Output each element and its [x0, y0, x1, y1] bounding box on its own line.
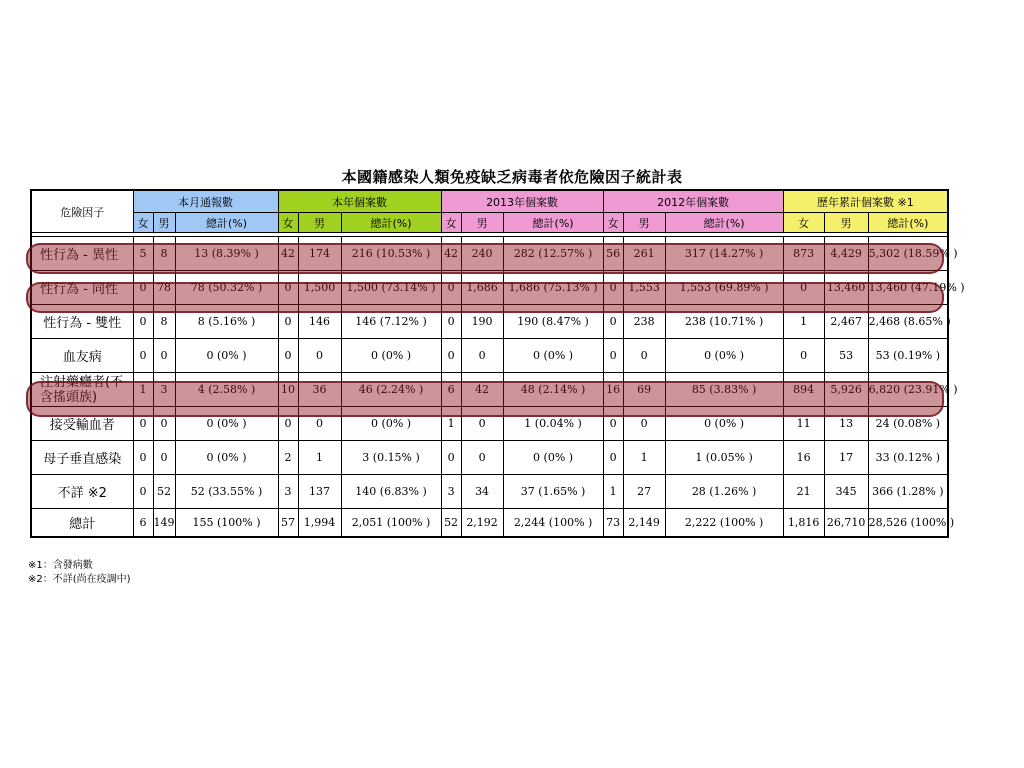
table-cell: 78 [153, 271, 175, 305]
table-cell: 1 [441, 407, 461, 441]
table-cell: 48 (2.14% ) [503, 373, 603, 407]
table-cell: 155 (100% ) [175, 509, 278, 538]
table-cell: 6,820 (23.91% ) [868, 373, 948, 407]
header-row-groups [31, 190, 948, 213]
table-cell: 0 [298, 339, 341, 373]
table-cell: 0 [278, 271, 298, 305]
table-cell: 34 [461, 475, 503, 509]
table-cell: 0 [133, 475, 153, 509]
table-cell: 2,149 [623, 509, 665, 538]
table-cell: 317 (14.27% ) [665, 237, 783, 271]
table-cell: 2,051 (100% ) [341, 509, 441, 538]
table-cell: 1 [298, 441, 341, 475]
table-cell: 52 [153, 475, 175, 509]
table-cell: 10 [278, 373, 298, 407]
header-female: 女 [783, 213, 824, 233]
table-cell: 0 (0% ) [503, 441, 603, 475]
table-cell: 0 (0% ) [175, 339, 278, 373]
header-female: 女 [278, 213, 298, 233]
table-cell: 0 [441, 305, 461, 339]
header-row-sub [31, 213, 948, 233]
header-group-cumulative: 歷年累計個案數 ※1 [783, 190, 948, 213]
table-cell: 345 [824, 475, 868, 509]
table-cell: 46 (2.24% ) [341, 373, 441, 407]
table-cell: 1,994 [298, 509, 341, 538]
row-label: 性行為 - 雙性 [31, 305, 133, 339]
table-cell: 873 [783, 237, 824, 271]
table-cell: 53 [824, 339, 868, 373]
table-cell: 0 [153, 339, 175, 373]
table-cell: 174 [298, 237, 341, 271]
table-cell: 0 [133, 271, 153, 305]
table-cell: 1 (0.04% ) [503, 407, 603, 441]
table-cell: 56 [603, 237, 623, 271]
table-cell: 8 (5.16% ) [175, 305, 278, 339]
table-row-bisexual [31, 305, 948, 339]
footnote-1: ※1：含發病數 [28, 560, 93, 571]
table-cell: 0 [441, 271, 461, 305]
table-cell: 16 [603, 373, 623, 407]
table-cell: 37 (1.65% ) [503, 475, 603, 509]
table-cell: 190 [461, 305, 503, 339]
table-cell: 261 [623, 237, 665, 271]
table-cell: 42 [278, 237, 298, 271]
table-cell: 3 [278, 475, 298, 509]
table-row-total [31, 509, 948, 538]
table-cell: 0 [623, 407, 665, 441]
table-cell: 0 [461, 407, 503, 441]
table-cell: 6 [441, 373, 461, 407]
table-cell: 0 (0% ) [503, 339, 603, 373]
table-cell: 0 [603, 271, 623, 305]
table-cell: 2,468 (8.65% ) [868, 305, 948, 339]
table-cell: 42 [461, 373, 503, 407]
table-cell: 1 [603, 475, 623, 509]
table-cell: 3 (0.15% ) [341, 441, 441, 475]
table-cell: 13 [824, 407, 868, 441]
table-cell: 13,460 (47.19% ) [868, 271, 948, 305]
table-cell: 0 [278, 305, 298, 339]
table-cell: 2,192 [461, 509, 503, 538]
table-cell: 2 [278, 441, 298, 475]
table-cell: 0 [133, 441, 153, 475]
table-cell: 0 [603, 407, 623, 441]
table-cell: 366 (1.28% ) [868, 475, 948, 509]
table-cell: 2,467 [824, 305, 868, 339]
table-cell: 0 [298, 407, 341, 441]
table-cell: 0 [133, 339, 153, 373]
table-cell: 149 [153, 509, 175, 538]
table-cell: 13 (8.39% ) [175, 237, 278, 271]
table-cell: 1,500 [298, 271, 341, 305]
table-cell: 0 [783, 339, 824, 373]
table-cell: 282 (12.57% ) [503, 237, 603, 271]
header-female: 女 [441, 213, 461, 233]
table-cell: 0 [783, 271, 824, 305]
header-female: 女 [603, 213, 623, 233]
table-cell: 146 (7.12% ) [341, 305, 441, 339]
table-cell: 2,222 (100% ) [665, 509, 783, 538]
table-cell: 1,553 (69.89% ) [665, 271, 783, 305]
table-cell: 0 (0% ) [175, 441, 278, 475]
table-cell: 1,686 (75.13% ) [503, 271, 603, 305]
table-cell: 894 [783, 373, 824, 407]
table-cell: 0 [623, 339, 665, 373]
table-cell: 1 [783, 305, 824, 339]
table-cell: 33 (0.12% ) [868, 441, 948, 475]
table-cell: 0 (0% ) [341, 339, 441, 373]
table-cell: 52 (33.55% ) [175, 475, 278, 509]
footnotes [28, 559, 131, 587]
table-cell: 16 [783, 441, 824, 475]
table-cell: 3 [441, 475, 461, 509]
table-cell: 4 (2.58% ) [175, 373, 278, 407]
table-row-transfusion [31, 407, 948, 441]
table-cell: 85 (3.83% ) [665, 373, 783, 407]
header-group-2013: 2013年個案數 [441, 190, 603, 213]
table-cell: 17 [824, 441, 868, 475]
table-cell: 137 [298, 475, 341, 509]
table-cell: 146 [298, 305, 341, 339]
statistics-table [30, 189, 965, 538]
page-title: 本國籍感染人類免疫缺乏病毒者依危險因子統計表 [341, 168, 683, 186]
table-cell: 1 [133, 373, 153, 407]
row-label: 注射藥癮者(不含搖頭族) [31, 373, 133, 407]
table-cell: 5,926 [824, 373, 868, 407]
table-cell: 24 (0.08% ) [868, 407, 948, 441]
table-cell: 0 [278, 339, 298, 373]
header-total: 總計(%) [175, 213, 278, 233]
table-cell: 0 (0% ) [665, 339, 783, 373]
table-cell: 3 [153, 373, 175, 407]
table-cell: 13,460 [824, 271, 868, 305]
table-cell: 78 (50.32% ) [175, 271, 278, 305]
table-cell: 21 [783, 475, 824, 509]
table-row-hemophilia [31, 339, 948, 373]
table-cell: 11 [783, 407, 824, 441]
row-label: 性行為 - 異性 [31, 237, 133, 271]
row-label: 不詳 ※2 [31, 475, 133, 509]
table-cell: 0 [461, 441, 503, 475]
table-cell: 0 [278, 407, 298, 441]
table-cell: 5,302 (18.59% ) [868, 237, 948, 271]
table-cell: 36 [298, 373, 341, 407]
table-cell: 0 [441, 339, 461, 373]
row-label: 總計 [31, 509, 133, 538]
table-cell: 1,553 [623, 271, 665, 305]
table-cell: 0 (0% ) [665, 407, 783, 441]
header-total: 總計(%) [341, 213, 441, 233]
header-male: 男 [824, 213, 868, 233]
header-total: 總計(%) [868, 213, 948, 233]
header-female: 女 [133, 213, 153, 233]
header-male: 男 [623, 213, 665, 233]
table-cell: 0 [441, 441, 461, 475]
table-cell: 0 (0% ) [341, 407, 441, 441]
table-cell: 8 [153, 237, 175, 271]
header-total: 總計(%) [503, 213, 603, 233]
table-cell: 57 [278, 509, 298, 538]
table-cell: 42 [441, 237, 461, 271]
table-cell: 0 [603, 441, 623, 475]
table-cell: 27 [623, 475, 665, 509]
table-row-homosexual [31, 271, 948, 305]
table-cell: 8 [153, 305, 175, 339]
header-male: 男 [153, 213, 175, 233]
table-cell: 216 (10.53% ) [341, 237, 441, 271]
table-cell: 1,816 [783, 509, 824, 538]
table-cell: 26,710 [824, 509, 868, 538]
table-cell: 0 [603, 305, 623, 339]
table-cell: 0 [603, 339, 623, 373]
table-cell: 73 [603, 509, 623, 538]
header-group-2012: 2012年個案數 [603, 190, 783, 213]
table-cell: 0 [153, 441, 175, 475]
table-cell: 0 [461, 339, 503, 373]
table-cell: 140 (6.83% ) [341, 475, 441, 509]
table-cell: 0 [153, 407, 175, 441]
header-group-this-year: 本年個案數 [278, 190, 441, 213]
table-cell: 28 (1.26% ) [665, 475, 783, 509]
footnote-2: ※2：不詳(尚在疫調中) [28, 574, 131, 585]
table-cell: 52 [441, 509, 461, 538]
row-label: 血友病 [31, 339, 133, 373]
header-risk-factor: 危險因子 [31, 190, 133, 233]
table-row-heterosexual [31, 237, 948, 271]
table-cell: 1 (0.05% ) [665, 441, 783, 475]
table-row-unknown [31, 475, 948, 509]
table-cell: 238 (10.71% ) [665, 305, 783, 339]
header-group-this-month: 本月通報數 [133, 190, 278, 213]
table-cell: 240 [461, 237, 503, 271]
header-male: 男 [298, 213, 341, 233]
table-row-drug-users [31, 373, 948, 407]
table-cell: 0 (0% ) [175, 407, 278, 441]
table-cell: 53 (0.19% ) [868, 339, 948, 373]
table-cell: 1 [623, 441, 665, 475]
table-cell: 6 [133, 509, 153, 538]
table-cell: 2,244 (100% ) [503, 509, 603, 538]
table-cell: 4,429 [824, 237, 868, 271]
row-label: 接受輸血者 [31, 407, 133, 441]
table-cell: 238 [623, 305, 665, 339]
table-cell: 5 [133, 237, 153, 271]
table-row-mother-to-child [31, 441, 948, 475]
table-cell: 1,500 (73.14% ) [341, 271, 441, 305]
table-cell: 0 [133, 407, 153, 441]
row-label: 性行為 - 同性 [31, 271, 133, 305]
header-total: 總計(%) [665, 213, 783, 233]
table-cell: 1,686 [461, 271, 503, 305]
table-cell: 190 (8.47% ) [503, 305, 603, 339]
header-male: 男 [461, 213, 503, 233]
table-cell: 0 [133, 305, 153, 339]
table-cell: 28,526 (100% ) [868, 509, 948, 538]
table-cell: 69 [623, 373, 665, 407]
row-label: 母子垂直感染 [31, 441, 133, 475]
